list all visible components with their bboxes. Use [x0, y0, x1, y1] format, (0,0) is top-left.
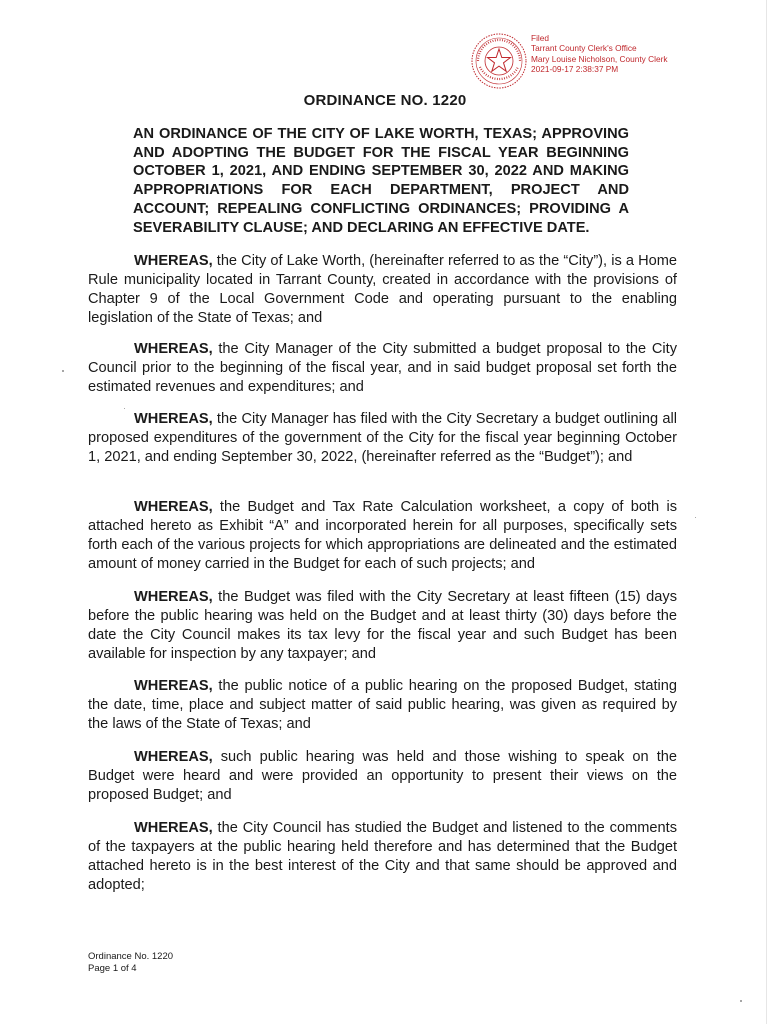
paragraph-text: the City of Lake Worth, (hereinafter referred to as the “City”), is a Home Rule municipality located in Tarrant County, created in accordance with the provisions of Chapter 9 of the Local Government Code and operating pursuant to the enabling legislation of the State of Texas; and: [88, 253, 677, 326]
scan-speck: [740, 1000, 742, 1002]
whereas-paragraph-7: [88, 748, 677, 805]
stamp-line-office: Tarrant County Clerk's Office: [531, 43, 637, 54]
whereas-keyword: WHEREAS,: [134, 820, 213, 836]
stamp-line-clerk: Mary Louise Nicholson, County Clerk: [531, 53, 668, 64]
whereas-paragraph-5: [88, 588, 677, 664]
scan-speck: [695, 517, 696, 518]
whereas-keyword: WHEREAS,: [134, 341, 213, 357]
footer-page-number: Page 1 of 4: [88, 963, 137, 974]
whereas-paragraph-4: [88, 498, 677, 574]
whereas-paragraph-2: [88, 340, 677, 397]
whereas-paragraph-8: [88, 819, 677, 895]
whereas-keyword: WHEREAS,: [134, 749, 213, 765]
scan-edge-line: [766, 0, 767, 1024]
ordinance-title: ORDINANCE NO. 1220: [303, 92, 467, 109]
whereas-keyword: WHEREAS,: [134, 589, 213, 605]
whereas-keyword: WHEREAS,: [134, 678, 213, 694]
whereas-keyword: WHEREAS,: [134, 499, 213, 515]
stamp-line-filed: Filed: [531, 33, 549, 43]
county-seal-icon: [470, 32, 528, 90]
whereas-keyword: WHEREAS,: [134, 411, 213, 427]
whereas-paragraph-1: [88, 252, 677, 328]
paragraph-text: such public hearing was held and those wishing to speak on the Budget were heard and were provided an opportunity to present their views on the proposed Budget; and: [88, 749, 677, 803]
whereas-keyword: WHEREAS,: [134, 253, 213, 269]
page-footer: [88, 951, 173, 975]
whereas-paragraph-6: [88, 677, 677, 734]
paragraph-text: the City Manager of the City submitted a budget proposal to the City Council prior to the beginning of the fiscal year, and in said budget proposal set forth the estimated revenues and expenditures; and: [88, 341, 677, 395]
paragraph-text: the City Council has studied the Budget and listened to the comments of the taxpayers at the public hearing held therefore and has determined that the Budget attached hereto is in the best interest of the City and that same should be approved and adopted;: [88, 820, 677, 893]
scan-speck: [124, 408, 125, 409]
ordinance-caption: AN ORDINANCE OF THE CITY OF LAKE WORTH, TEXAS; APPROVING AND ADOPTING THE BUDGET FOR THE FISCAL YEAR BEGINNING OCTOBER 1, 2021, AND ENDING SEPTEMBER 30, 2022 AND MAKING APPROPRIATIONS FOR EACH DEPARTMENT, PROJECT AND ACCOUNT; REPEALING CONFLICTING ORDINANCES; PROVIDING A SEVERABILITY CLAUSE; AND DECLARING AN EFFECTIVE DATE.: [133, 126, 629, 236]
scan-speck: [62, 370, 64, 372]
footer-ordinance-number: Ordinance No. 1220: [88, 951, 174, 962]
paragraph-text: the City Manager has filed with the City Secretary a budget outlining all proposed expenditures of the government of the City for the fiscal year beginning October 1, 2021, and ending September 30, 2022, (hereinafter referred as the “Budget”); and: [88, 411, 677, 465]
paragraph-text: the Budget and Tax Rate Calculation worksheet, a copy of both is attached hereto as Exhibit “A” and incorporated herein for all purposes, specifically sets forth each of the various projects for which appropriations are delineated and the estimated amount of money carried in the Budget for each of such projects; and: [88, 499, 677, 572]
stamp-line-datetime: 2021-09-17 2:38:37 PM: [531, 64, 619, 75]
paragraph-text: the Budget was filed with the City Secretary at least fifteen (15) days before the public hearing was held on the Budget and at least thirty (30) days before the date the City Council makes its tax levy for the fiscal year and such Budget has been available for inspection by any taxpayer; and: [88, 589, 677, 662]
whereas-paragraph-3: [88, 410, 677, 467]
paragraph-text: the public notice of a public hearing on the proposed Budget, stating the date, time, place and subject matter of said public hearing, was given as required by the laws of the State of Texas; and: [88, 678, 677, 732]
stamp-text: [531, 33, 721, 75]
